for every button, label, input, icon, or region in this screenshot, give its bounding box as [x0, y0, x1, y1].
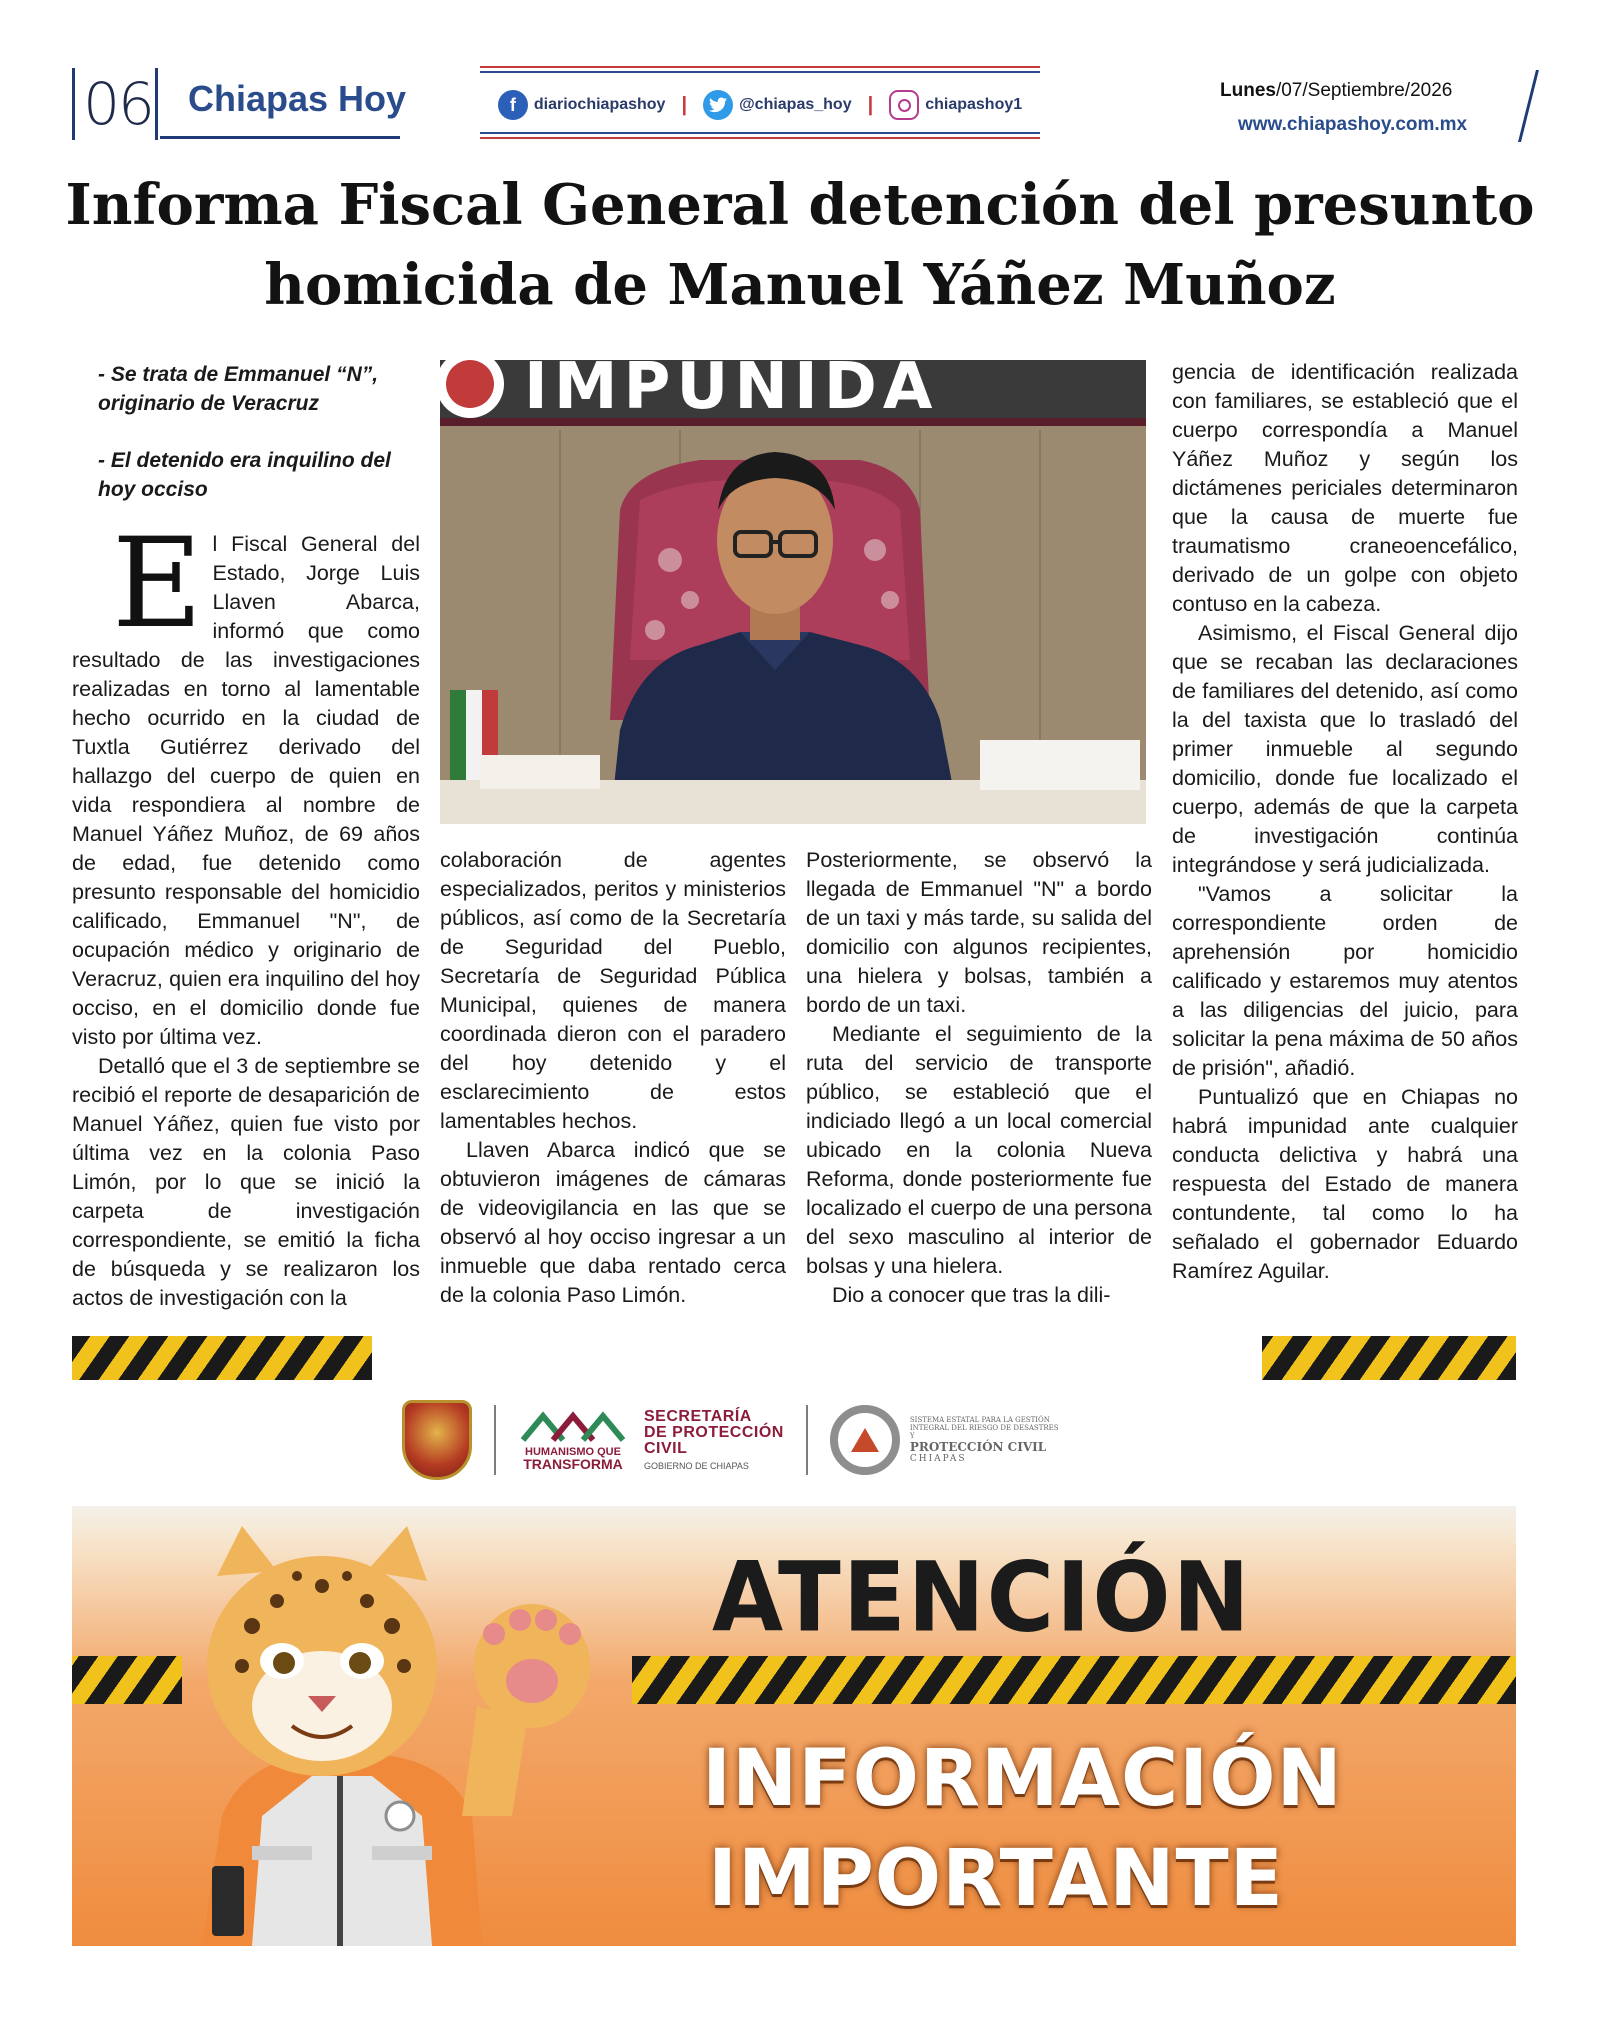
humanismo-text-1: HUMANISMO QUE	[525, 1446, 621, 1458]
paragraph-2: Detalló que el 3 de septiembre se recibió el reporte de desaparición de Manuel Yáñez, quien fue visto por última vez en la colonia Paso Limón, por lo que se inició la carpeta de investigación correspondiente, se emitió la ficha de búsqueda y se realizaron los actos de investigación con la	[72, 1054, 420, 1310]
logo-divider	[494, 1405, 496, 1475]
humanismo-text-2: TRANSFORMA	[523, 1456, 623, 1472]
article-column-1	[72, 360, 420, 1313]
headline-line-2: homicida de Manuel Yáñez Muñoz	[264, 252, 1336, 318]
facebook-link[interactable]	[498, 90, 666, 120]
section-underline	[160, 136, 400, 139]
social-separator: |	[681, 93, 688, 116]
instagram-handle: chiapashoy1	[925, 96, 1023, 113]
subhead-2: - El detenido era inquilino del hoy occiso	[98, 449, 391, 501]
ad-headline: ATENCIÓN	[712, 1541, 1252, 1654]
instagram-link[interactable]	[889, 90, 1022, 120]
article-column-4	[1172, 358, 1518, 1286]
paragraph-8: gencia de identificación realizada con familiares, se estableció que el cuerpo correspondía a Manuel Yáñez Muñoz y según los dictámenes periciales determinaron que la causa de muerte fue traumatismo craneoencefálico, derivado de un golpe con objeto contuso en la cabeza.	[1172, 360, 1518, 616]
civil-protection-ad[interactable]	[72, 1336, 1516, 1946]
twitter-handle: @chiapas_hoy	[739, 96, 852, 113]
photo-illustration	[440, 360, 1146, 824]
paragraph-5: Posteriormente, se observó la llegada de Emmanuel "N" a bordo de un taxi y más tarde, su salida del domicilio con algunos recipientes, una hielera y bolsas, también a bordo de un taxi.	[806, 848, 1152, 1017]
pc-state-text: CHIAPAS	[909, 1454, 967, 1464]
hazard-stripe-middle	[632, 1656, 1516, 1704]
corner-slash	[1518, 70, 1539, 142]
article-column-2	[440, 846, 786, 1310]
paragraph-1	[72, 512, 420, 1052]
pc-big-text: PROTECCIÓN CIVIL	[909, 1440, 1047, 1454]
section-name: Chiapas Hoy	[188, 78, 407, 119]
instagram-icon	[889, 90, 919, 120]
paragraph-4: Llaven Abarca indicó que se obtuvieron imágenes de cámaras de videovigilancia en las que se observó al hoy occiso ingresar a un inmueble que daba rentado cerca de la colonia Paso Limón.	[440, 1138, 786, 1307]
spc-gov: GOBIERNO DE CHIAPAS	[644, 1461, 749, 1471]
spc-logo	[644, 1409, 784, 1471]
paragraph-3: colaboración de agentes especializados, peritos y ministerios públicos, así como de la Secretaría de Seguridad del Pueblo, Secretaría de Seguridad Pública Municipal, quienes de manera coordinada dieron con el paradero del hoy detenido y el esclarecimiento de estos lamentables hechos.	[440, 848, 786, 1133]
social-rule-top	[480, 66, 1040, 68]
social-separator: |	[867, 93, 874, 116]
drop-cap: E	[112, 512, 203, 656]
logo-divider	[806, 1405, 808, 1475]
dateline	[1220, 80, 1452, 102]
paragraph-7: Dio a conocer que tras la dili-	[832, 1283, 1111, 1307]
paragraph-10: "Vamos a solicitar la correspondiente orden de aprehensión por homicidio calificado y estaremos muy atentos a las diligencias del juicio, para solicitar la pena máxima de 50 años de prisión", añadió.	[1172, 882, 1518, 1080]
ad-logos	[402, 1390, 1060, 1490]
article-photo	[440, 360, 1146, 824]
paragraph-9: Asimismo, el Fiscal General dijo que se recaban las declaraciones de familiares del detenido, así como la del taxista que lo trasladó del primer inmueble al segundo domicilio, donde fue localizado el cuerpo, además de que la carpeta de investigación continúa integrándose y será judicializada.	[1172, 621, 1518, 877]
article-headline	[60, 165, 1540, 325]
social-rule-bottom-2	[480, 137, 1040, 139]
paragraph-11: Puntualizó que en Chiapas no habrá impunidad ante cualquier conducta delictiva y habrá una respuesta del Estado de manera contundente, tal como lo ha señalado el gobernador Eduardo Ramírez Aguilar.	[1172, 1085, 1518, 1283]
proteccion-civil-icon	[830, 1405, 900, 1475]
humanismo-logo	[518, 1410, 628, 1470]
date-rest: /07/Septiembre/2026	[1275, 80, 1453, 101]
social-bar	[480, 66, 1040, 142]
date-day: Lunes	[1220, 80, 1276, 101]
hazard-stripe-top-left	[72, 1336, 372, 1380]
paragraph-1-text: l Fiscal General del Estado, Jorge Luis Llaven Abarca, informó que como resultado de las investigaciones realizadas en torno al lamentable hecho ocurrido en la ciudad de Tuxtla Gutiérrez derivado del hallazgo del cuerpo de quien en vida respondiera al nombre de Manuel Yáñez Muñoz, de 69 años de edad, fue detenido como presunto responsable del homicidio calificado, Emmanuel "N", de ocupación médico y originario de Veracruz, quien era inquilino del hoy occiso, en el domicilio donde fue visto por última vez.	[72, 532, 420, 1049]
humanismo-mark-icon	[518, 1410, 628, 1446]
pc-small-text: SISTEMA ESTATAL PARA LA GESTIÓN INTEGRAL DEL RIESGO DE DESASTRES Y	[909, 1416, 1059, 1440]
social-rule-top-2	[480, 71, 1040, 73]
hazard-stripe-top-right	[1262, 1336, 1516, 1380]
facebook-handle: diariochiapashoy	[533, 96, 666, 113]
page-number-box	[72, 68, 158, 140]
spc-line-2: DE PROTECCIÓN	[644, 1424, 784, 1441]
spc-line-3: CIVIL	[644, 1440, 688, 1457]
jaguar-mascot-icon	[132, 1516, 632, 1946]
facebook-icon: f	[498, 90, 528, 120]
subhead-1: - Se trata de Emmanuel “N”, originario de Veracruz	[98, 363, 379, 415]
twitter-icon	[703, 90, 733, 120]
article-column-3	[806, 846, 1152, 1310]
website-link[interactable]: www.chiapashoy.com.mx	[1238, 114, 1468, 135]
social-links	[480, 88, 1040, 122]
ad-info-line-1: INFORMACIÓN	[702, 1734, 1343, 1824]
paragraph-6: Mediante el seguimiento de la ruta del servicio de transporte público, se estableció que el indiciado llegó a un local comercial ubicado en la colonia Nueva Reforma, donde posteriormente fue localizado el cuerpo de una persona del sexo masculino al interior de bolsas y una hielera.	[806, 1022, 1152, 1278]
page-number: 06	[83, 70, 153, 138]
headline-line-1: Informa Fiscal General detención del presunto	[65, 172, 1535, 238]
chiapas-seal-icon	[402, 1400, 472, 1480]
spc-line-1: SECRETARÍA	[644, 1408, 752, 1425]
proteccion-civil-logo	[830, 1405, 1060, 1475]
photo-sign-text: IMPUNIDA	[524, 360, 939, 424]
social-rule-bottom	[480, 132, 1040, 134]
twitter-link[interactable]	[703, 90, 852, 120]
ad-info-line-2: IMPORTANTE	[708, 1834, 1284, 1924]
page-header	[0, 0, 1600, 150]
pc-text	[910, 1416, 1060, 1464]
